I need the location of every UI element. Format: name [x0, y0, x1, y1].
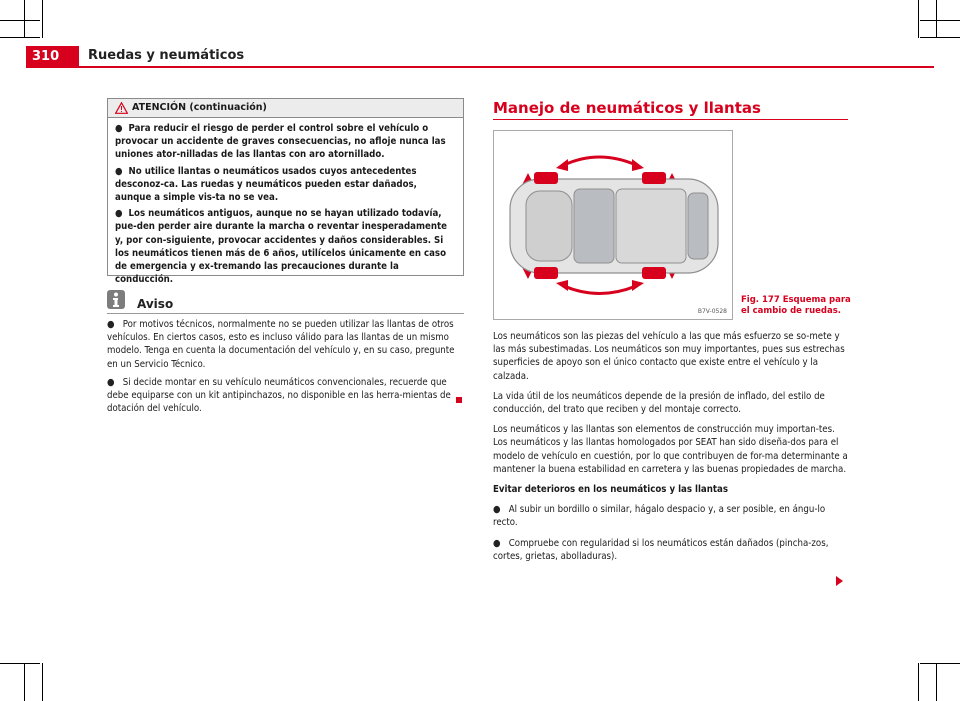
crop-mark [0, 663, 40, 664]
paragraph: La vida útil de los neumáticos depende de la presión de inflado, del estilo de conducción, del trato que reciben y del montaje correcto. [493, 390, 825, 416]
note-title: Aviso [137, 297, 174, 311]
warning-item [115, 122, 456, 162]
crop-mark [920, 663, 960, 664]
subheading: Evitar deterioros en los neumáticos y las llantas [493, 484, 728, 496]
car-hood [526, 191, 572, 261]
bullet-icon: ● [115, 123, 129, 134]
page-header-title: Ruedas y neumáticos [88, 48, 245, 63]
tire-rear-left [642, 172, 666, 184]
bullet-icon: ● [493, 504, 509, 516]
bullet-icon: ● [493, 537, 509, 549]
crop-mark [0, 20, 40, 21]
wheel-rotation-figure [493, 130, 733, 320]
crop-mark [0, 37, 40, 38]
figure-id: B7V-0528 [697, 308, 727, 315]
crop-mark [936, 0, 937, 38]
tire-front-right [534, 267, 558, 279]
warning-item [115, 165, 456, 205]
crop-mark [920, 20, 960, 21]
bullet-icon: ● [107, 319, 123, 330]
crop-mark [918, 663, 919, 701]
warning-item-text: No utilice llantas o neumáticos usados cuyos antecedentes desconoz-ca. Las ruedas y neumáticos pueden estar dañados, aunque a simple vis-ta no se vea. [115, 165, 417, 204]
warning-title: ATENCIÓN (continuación) [132, 102, 267, 113]
note-item [107, 318, 462, 371]
warning-triangle-icon [115, 102, 128, 114]
list-item-text: Compruebe con regularidad si los neumáticos están dañados (pincha-zos, cortes, grietas, abolladuras). [493, 537, 829, 562]
note-item [107, 376, 462, 416]
note-rule [107, 313, 464, 314]
arrow-head [632, 159, 644, 171]
crop-mark [920, 37, 960, 38]
rear-window [688, 193, 708, 259]
header-rule [26, 66, 934, 68]
end-of-section-mark [456, 397, 462, 403]
section-rule [493, 119, 848, 120]
arrow-bottom [564, 286, 636, 294]
warning-box [107, 98, 464, 286]
note-item-text: Por motivos técnicos, normalmente no se pueden utilizar las llantas de otros vehículos. En ciertos casos, esto es incluso válido para las llantas de un mismo modelo. Tenga en cuenta la documentación del vehículo y, en su caso, pregunte en un Servicio Técnico. [107, 319, 455, 370]
section-body [493, 330, 848, 570]
crop-mark [24, 0, 25, 38]
bullet-icon: ● [107, 376, 123, 388]
tire-rear-right [642, 267, 666, 279]
warning-header [108, 99, 463, 118]
list-item [493, 503, 848, 529]
figure-caption: Fig. 177 Esquema para el cambio de ruedas. [741, 295, 851, 316]
list-item [493, 537, 848, 563]
warning-item-text: Para reducir el riesgo de perder el control sobre el vehículo o provocar un accidente de graves consecuencias, no afloje nunca las uniones ator-nilladas de las llantas con aro atornillado. [115, 123, 446, 161]
bullet-icon: ● [115, 165, 129, 177]
page-number: 310 [26, 46, 79, 67]
warning-item [115, 207, 456, 286]
bullet-icon: ● [115, 208, 129, 220]
tire-front-left [534, 172, 558, 184]
continue-arrow-icon [836, 576, 843, 586]
arrow-head [556, 280, 568, 291]
note-item-text: Si decide montar en su vehículo neumáticos convencionales, recuerde que debe equiparse con un kit antipinchazos, no disponible en las herra-mientas de dotación del vehículo. [107, 376, 451, 415]
info-note-icon [107, 290, 125, 309]
windshield [574, 189, 614, 263]
arrow-head [556, 159, 568, 171]
arrow-top [564, 157, 636, 165]
list-item-text: Al subir un bordillo o similar, hágalo despacio y, a ser posible, en ángu-lo recto. [493, 504, 826, 529]
crop-mark [42, 0, 43, 38]
crop-mark [936, 663, 937, 701]
crop-mark [24, 663, 25, 701]
crop-mark [918, 0, 919, 38]
section-title: Manejo de neumáticos y llantas [493, 99, 761, 117]
note-body [107, 318, 462, 420]
paragraph: Los neumáticos y las llantas son elementos de construcción muy importan-tes. Los neumáticos y las llantas homologados por SEAT han sido diseña-dos para el modelo de vehículo en cuestión, por lo que contribuyen de for-ma determinante a mantener la buena estabilidad en carretera y las buenas propiedades de marcha. [493, 424, 848, 475]
warning-item-text: Los neumáticos antiguos, aunque no se hayan utilizado todavía, pue-den perder aire durante la marcha o reventar inesperadamente y, por con-siguiente, provocar accidentes y daños considerables. Si los neumáticos tienen más de 6 años, utilícelos únicamente en caso de emergencia y ex-tremando las precauciones durante la conducción. [115, 208, 447, 286]
paragraph: Los neumáticos son las piezas del vehículo a las que más esfuerzo se so-mete y las más subestimadas. Los neumáticos son muy importantes, pues sus estrechas superficies de apoyo son el único contacto que existe entre el vehículo y la calzada. [493, 331, 845, 382]
crop-mark [42, 663, 43, 701]
car-roof [616, 189, 686, 263]
arrow-head [632, 280, 644, 291]
car-tire-rotation-diagram [494, 131, 732, 319]
